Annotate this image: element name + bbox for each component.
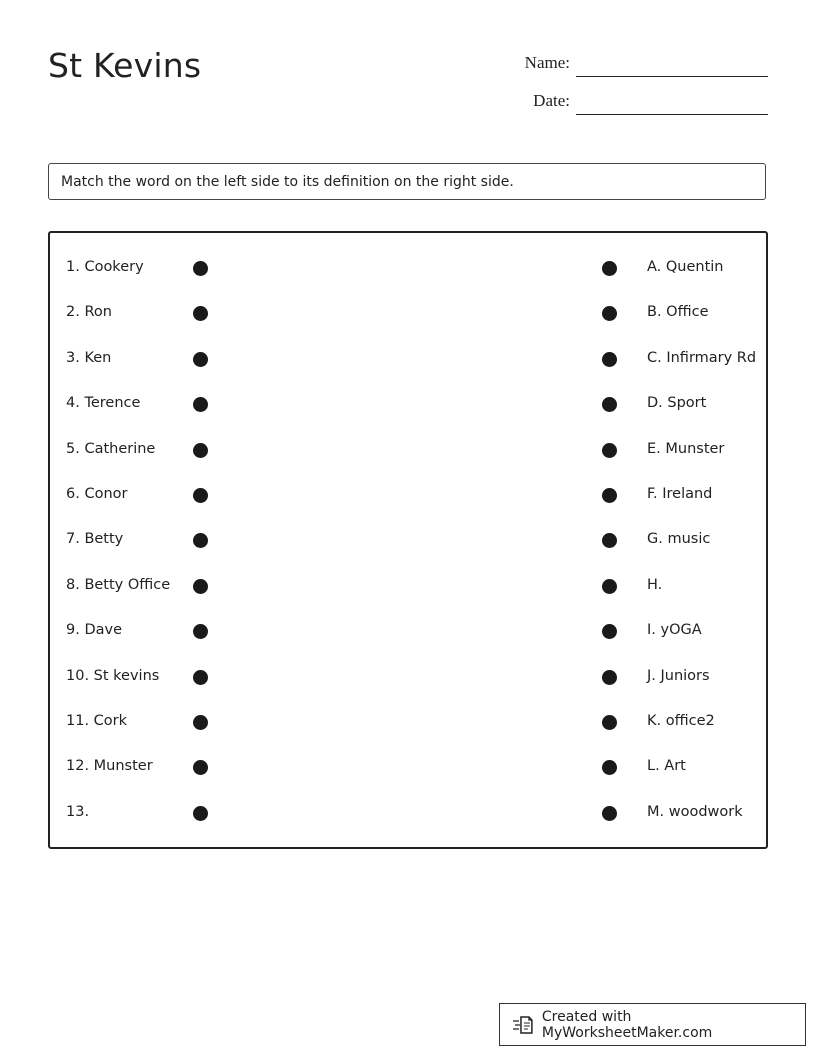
right-match-dot[interactable] (602, 670, 617, 685)
left-match-dot[interactable] (193, 352, 208, 367)
right-item: D. Sport (647, 395, 707, 412)
left-match-dot[interactable] (193, 670, 208, 685)
left-item: 10. St kevins (66, 667, 160, 684)
footer-credit-text: Created with MyWorksheetMaker.com (541, 1008, 713, 1041)
left-item: 2. Ron (66, 304, 112, 321)
right-item: J. Juniors (647, 667, 710, 684)
right-match-dot[interactable] (602, 443, 617, 458)
date-label: Date: (533, 91, 570, 110)
left-match-dot[interactable] (193, 715, 208, 730)
right-item: B. Office (647, 304, 709, 321)
right-item: E. Munster (647, 440, 725, 457)
left-match-dot[interactable] (193, 261, 208, 276)
right-item: C. Infirmary Rd (647, 349, 757, 366)
left-item: 11. Cork (66, 713, 128, 729)
right-item: I. yOGA (647, 622, 702, 639)
right-item: A. Quentin (647, 259, 724, 275)
instructions-box: Match the word on the left side to its definition on the right side. (48, 163, 766, 200)
right-match-dot[interactable] (602, 533, 617, 548)
left-item: 7. Betty (66, 531, 124, 548)
left-item: 5. Catherine (66, 440, 156, 457)
left-match-dot[interactable] (193, 579, 208, 594)
worksheet-title: St Kevins (48, 46, 202, 85)
right-match-dot[interactable] (602, 306, 617, 321)
left-match-dot[interactable] (193, 760, 208, 775)
left-item: 1. Cookery (66, 259, 144, 275)
right-match-dot[interactable] (602, 715, 617, 730)
right-item: K. office2 (647, 713, 715, 729)
right-match-dot[interactable] (602, 624, 617, 639)
right-item: G. music (647, 531, 711, 548)
worksheet-maker-logo-icon (512, 1014, 536, 1036)
right-item: M. woodwork (647, 803, 743, 820)
left-item: 6. Conor (66, 486, 128, 502)
name-line[interactable] (576, 76, 768, 77)
right-item: L. Art (647, 758, 686, 775)
right-match-dot[interactable] (602, 397, 617, 412)
right-item: F. Ireland (647, 486, 713, 502)
right-item: H. (647, 576, 663, 593)
left-match-dot[interactable] (193, 533, 208, 548)
left-match-dot[interactable] (193, 397, 208, 412)
left-match-dot[interactable] (193, 443, 208, 458)
left-item: 3. Ken (66, 349, 112, 366)
left-item: 4. Terence (66, 395, 141, 412)
left-item: 13. (66, 803, 90, 820)
name-label: Name: (524, 53, 570, 72)
matching-box (48, 231, 768, 849)
right-match-dot[interactable] (602, 488, 617, 503)
left-item: 8. Betty Office (66, 576, 171, 593)
left-item: 9. Dave (66, 622, 122, 639)
right-match-dot[interactable] (602, 760, 617, 775)
left-match-dot[interactable] (193, 488, 208, 503)
footer-credit (499, 1003, 806, 1046)
left-match-dot[interactable] (193, 806, 208, 821)
date-line[interactable] (576, 114, 768, 115)
left-match-dot[interactable] (193, 306, 208, 321)
left-item: 12. Munster (66, 758, 153, 775)
right-match-dot[interactable] (602, 579, 617, 594)
right-match-dot[interactable] (602, 806, 617, 821)
right-match-dot[interactable] (602, 352, 617, 367)
left-match-dot[interactable] (193, 624, 208, 639)
right-match-dot[interactable] (602, 261, 617, 276)
